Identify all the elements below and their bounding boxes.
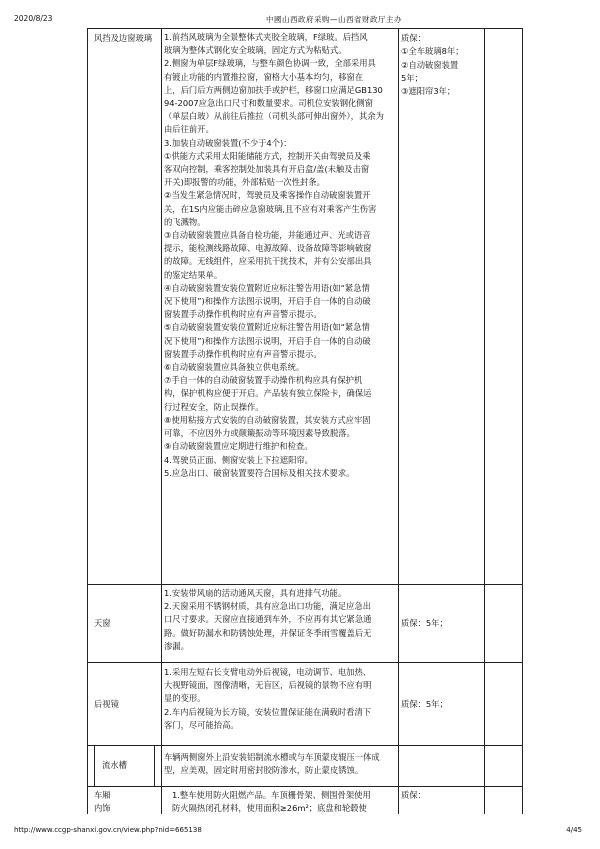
spec-line: 客双向控制，乘客控制处加装具有开启盒/盖(未触及击窗 [164, 164, 370, 175]
skylight-warranty: 质保：5年； [401, 618, 448, 628]
spec-line: 1.采用左短右长支臂电动外后视镜，电动调节、电加热、 [164, 667, 372, 677]
spec-line: 关，在1S内应能击碎应急窗玻璃,且不应有对乘客产生伤害 [164, 203, 377, 214]
spec-line: ②当发生紧急情况时，驾驶员及乘客操作自动破窗装置开 [164, 190, 371, 201]
interior-warranty: 质保： [401, 790, 426, 800]
spec-line: 可靠，不应因外力或颠簸振动等环境因素导致脱落。 [164, 428, 355, 439]
site-title: 中國山西政府采购—山西省财政厅主办 [266, 15, 402, 24]
row-name-line: 内饰 [94, 803, 111, 814]
column-divider [484, 29, 485, 814]
interior-spec-text [172, 789, 396, 815]
spec-line: 开关)即报警的功能，外部粘贴一次性封条。 [164, 177, 325, 188]
spec-line: 客门，尽可能抬高。 [164, 719, 239, 730]
warranty-line: ②自动破窗装置 [401, 59, 459, 70]
page-url: http://www.ccgp-shanxi.gov.cn/view.php?nid=665138 [14, 826, 202, 834]
spec-line: ⑨自动破窗装置应定期进行维护和检查。 [164, 441, 313, 452]
spec-line: 窗装置手动操作机构时应有声音警示提示。 [164, 309, 322, 320]
spec-line: 况下使用”)和操作方法图示说明，开启手自一体的自动破 [164, 296, 371, 307]
spec-line: ①供能方式采用太阳能储能方式，控制开关由驾驶员及乘 [164, 150, 371, 161]
page-number: 4/45 [566, 826, 582, 834]
skylight-spec-text [164, 587, 400, 653]
mirror-warranty: 质保：5年； [401, 699, 448, 709]
spec-line: 提示，能检测线路故障、电源故障、设备故障等影响破窗 [164, 243, 372, 254]
row-name-glass: 风挡及边窗玻璃 [94, 33, 153, 43]
spec-line: ⑥自动破窗装置应具备独立供电系统。 [164, 362, 305, 373]
spec-line: 渗漏。 [164, 640, 189, 651]
spec-line: ④自动破窗装置安装位置附近应标注警告用语(如“紧急情 [164, 282, 370, 293]
print-date: 2020/8/23 [14, 14, 53, 23]
spec-line: 由后往前开。 [164, 124, 214, 135]
warranty-line: 质保： [401, 33, 426, 43]
spec-line: 上，后门后方两侧边窗加扶手或护栏，移窗口应满足GB130 [164, 84, 383, 95]
warranty-line: ①全车玻璃8年； [401, 46, 464, 57]
spec-line: 1.安装带风扇的活动通风天窗，具有进排气功能。 [164, 588, 347, 598]
spec-line: 口尺寸要求。天窗应直接通到车外，不应再有其它紧急通 [164, 614, 372, 625]
spec-line: 型，应美观，固定时用密封胶防渗水，防止蒙皮锈蚀。 [164, 765, 364, 776]
spec-line: 的故障。无线组件，应采用抗干扰技术，并有公安部出具 [164, 256, 372, 267]
spec-line: 2.侧窗为单层F绿玻璃，与整车颜色协调一致，全部采用具 [164, 58, 376, 69]
spec-line: 的飞溅物。 [164, 216, 206, 227]
spec-line: 有镀止功能的内置推拉窗，窗格大小基本均匀，移窗在 [164, 71, 364, 82]
spec-line: ⑧使用粘接方式安装的自动破窗装置，其安装方式应牢固 [164, 414, 371, 425]
gutter-spec-text [164, 751, 400, 777]
spec-line: 94-2007应急出口尺寸和数量要求。司机位安装钢化侧窗 [164, 98, 373, 109]
row-divider [88, 662, 522, 663]
row-name-interior [94, 789, 111, 815]
spec-line: ⑦手自一体的自动破窗装置手动操作机构应具有保护机 [164, 375, 363, 386]
row-divider [88, 786, 522, 787]
spec-line: ⑤自动破窗装置安装位置附近应标注警告用语(如“紧急情 [164, 322, 370, 333]
spec-line: 况下使用”)和操作方法图示说明，开启手自一体的自动破 [164, 335, 371, 346]
spec-line: 4.驾驶员正面、侧窗安装上下拉遮阳帘。 [164, 454, 313, 465]
row-name-line: 车厢 [94, 790, 111, 800]
spec-line: 窗装置手动操作机构时应有声音警示提示。 [164, 348, 322, 359]
spec-line: 大视野镜面，图像清晰，无盲区，后视镜的景物不应有明 [164, 680, 372, 691]
cell-inner-border [154, 745, 155, 786]
row-name-skylight: 天窗 [94, 618, 111, 628]
spec-line: （单层白玻）从前往后推拉（司机头部可伸出窗外），其余为 [164, 111, 384, 122]
spec-line: ③自动破窗装置应具备自检功能，并能通过声、光或语音 [164, 230, 371, 241]
mirror-spec-text [164, 666, 400, 732]
row-name-gutter: 流水槽 [102, 760, 127, 770]
spec-line: 2.车内后视镜为长方镜，安装位置保证能在满载时看清下 [164, 706, 372, 717]
spec-line: 的鉴定结果单。 [164, 269, 223, 280]
glass-spec-text [164, 31, 400, 480]
glass-warranty [401, 32, 483, 98]
spec-line: 3.加装自动破窗装置(不少于4个)： [164, 137, 292, 148]
spec-line: 显的变形。 [164, 693, 206, 704]
column-divider [161, 29, 162, 814]
spec-line: 5.应急出口、破窗装置要符合国标及相关技术要求。 [164, 467, 355, 478]
warranty-line: ③遮阳帘3年； [401, 86, 456, 97]
spec-line: 行过程安全，防止误操作。 [164, 401, 264, 412]
warranty-line: 5年； [401, 72, 423, 83]
row-divider [88, 584, 522, 585]
spec-line: 玻璃为整体式钢化安全玻璃，固定方式为粘贴式。 [164, 45, 347, 56]
row-name-mirror: 后视镜 [94, 699, 119, 709]
spec-line: 1.整车使用防火阻燃产品。车顶栅骨架、侧围骨架使用 [172, 790, 371, 800]
spec-line: 车辆两侧窗外上沿安装铝制流水槽或与车顶蒙皮辊压一体成 [164, 752, 380, 762]
spec-line: 构，保护机构应便于开启。产品装有独立保险卡，确保运 [164, 388, 372, 399]
spec-line: 路。做好防漏水和防锈蚀处理，并保证冬季雨雪覆盖后无 [164, 627, 372, 638]
spec-line: 1.前挡风玻璃为全景整体式夹胶全玻璃，F绿玻。后挡风 [164, 32, 368, 42]
cell-inner-border [94, 745, 95, 786]
spec-line: 2.天窗采用不锈钢材质，具有应急出口功能，满足应急出 [164, 601, 372, 612]
spec-table [87, 28, 523, 814]
spec-line: 防火隔热闭孔材料，使用面积≥26m²；底盘和轮毂使 [172, 803, 367, 814]
